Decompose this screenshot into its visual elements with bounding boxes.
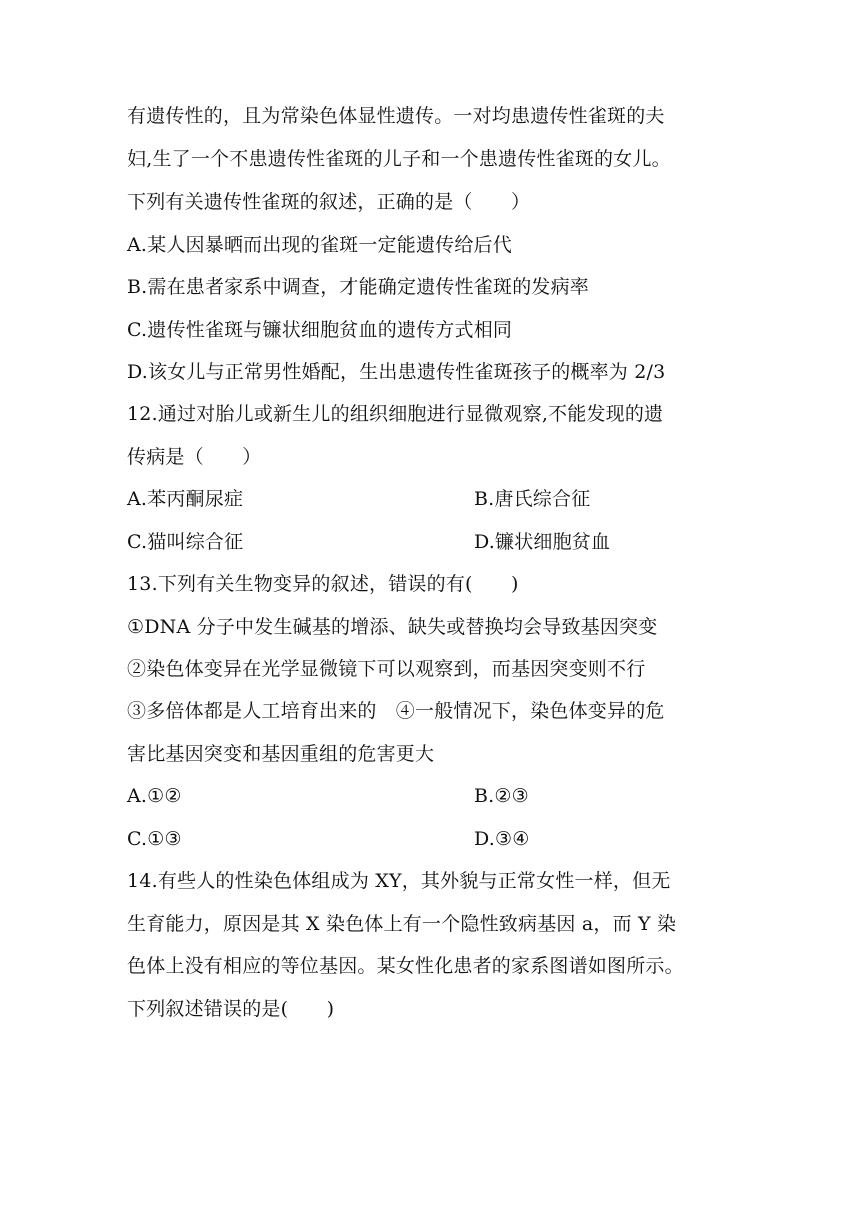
q13-option-b: B.②③	[474, 785, 529, 807]
q12-option-a: A.苯丙酮尿症	[127, 488, 244, 510]
q13-stem-line-4: ③多倍体都是人工培育出来的 ④一般情况下，染色体变异的危	[127, 700, 665, 722]
q11-option-d: D.该女儿与正常男性婚配，生出患遗传性雀斑孩子的概率为 2/3	[127, 361, 666, 383]
q13-stem-line-5: 害比基因突变和基因重组的危害更大	[127, 743, 435, 765]
q14-stem-line-2: 生育能力，原因是其 X 染色体上有一个隐性致病基因 a，而 Y 染	[127, 913, 677, 935]
q12-option-c: C.猫叫综合征	[127, 531, 244, 553]
q12-stem-line-1: 12.通过对胎儿或新生儿的组织细胞进行显微观察,不能发现的遗	[127, 403, 664, 425]
q11-option-a: A.某人因暴晒而出现的雀斑一定能遗传给后代	[127, 234, 512, 256]
q11-stem-line-1: 有遗传性的，且为常染色体显性遗传。一对均患遗传性雀斑的夫	[127, 105, 665, 127]
q12-stem-line-2: 传病是（ ）	[127, 446, 262, 468]
q12-option-b: B.唐氏综合征	[474, 488, 591, 510]
q11-option-c: C.遗传性雀斑与镰状细胞贫血的遗传方式相同	[127, 319, 513, 341]
q12-option-d: D.镰状细胞贫血	[474, 531, 611, 553]
q14-stem-line-3: 色体上没有相应的等位基因。某女性化患者的家系图谱如图所示。	[127, 955, 684, 977]
q13-stem-line-3: ②染色体变异在光学显微镜下可以观察到，而基因突变则不行	[127, 658, 646, 680]
q13-stem-line-2: ①DNA 分子中发生碱基的增添、缺失或替换均会导致基因突变	[127, 616, 658, 638]
q13-option-d: D.③④	[474, 828, 530, 850]
q11-stem-line-3: 下列有关遗传性雀斑的叙述，正确的是（ ）	[127, 191, 531, 213]
q14-stem-line-4: 下列叙述错误的是( )	[127, 998, 335, 1020]
q13-option-c: C.①③	[127, 828, 182, 850]
q11-option-b: B.需在患者家系中调查，才能确定遗传性雀斑的发病率	[127, 276, 590, 298]
q11-stem-line-2: 妇,生了一个不患遗传性雀斑的儿子和一个患遗传性雀斑的女儿。	[127, 148, 671, 170]
q13-option-a: A.①②	[127, 785, 182, 807]
q14-stem-line-1: 14.有些人的性染色体组成为 XY，其外貌与正常女性一样，但无	[127, 870, 671, 892]
q13-stem-line-1: 13.下列有关生物变异的叙述，错误的有( )	[127, 573, 519, 595]
